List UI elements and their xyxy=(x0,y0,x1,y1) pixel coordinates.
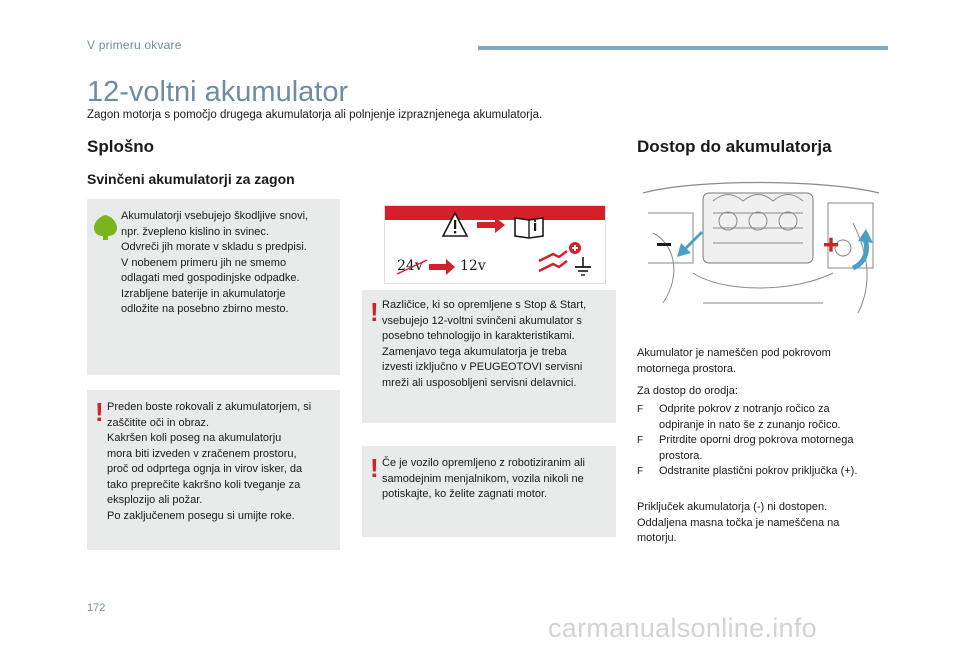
warning-exclamation-icon: ! xyxy=(95,397,104,427)
bullet-icon: F xyxy=(637,466,644,477)
stop-start-warning-text: Različice, ki so opremljene s Stop & Start, vsebujejo 12-voltni svinčeni akumulator s posebno tehnologijo in karakteristikami. Zamenjavo tega akumulatorja je treba izvesti izključno v PEUGEOTOVI servisni mreži ali usposobljeni servisni delavnici. xyxy=(382,299,587,389)
battery-location-text: Akumulator je nameščen pod pokrovom motornega prostora. xyxy=(637,347,831,375)
warning-exclamation-icon: ! xyxy=(370,453,379,483)
section-heading-general: Splošno xyxy=(87,137,155,156)
engine-compartment-illustration xyxy=(633,173,890,333)
gearbox-warning-box xyxy=(362,446,616,537)
recycle-leaf-icon xyxy=(92,214,119,241)
conversion-arrow-icon xyxy=(428,258,456,276)
access-step: F Odstranite plastični pokrov priključka (+). xyxy=(637,464,857,480)
access-step: F Pritrdite oporni drog pokrova motornega prostora. xyxy=(637,433,857,464)
safety-warning-box xyxy=(87,390,340,550)
stop-start-warning-box xyxy=(362,290,616,423)
watermark: carmanualsonline.info xyxy=(548,613,817,643)
battery-voltage-warning-illustration xyxy=(384,205,606,284)
chapter-bar xyxy=(478,46,888,50)
bullet-icon: F xyxy=(637,404,644,415)
page-subtitle: Zagon motorja s pomočjo drugega akumulatorja ali polnjenje izpraznjenega akumulatorja. xyxy=(87,109,543,121)
environment-note-text: Akumulatorji vsebujejo škodljive snovi, npr. žvepleno kislino in svinec. Odvreči jih morate v skladu s predpisi. V nobenem primeru jih ne smemo odlagati med gospodinjske odpadke. Izrabljene baterije in akumulatorje odložite na posebno zbirno mesto. xyxy=(121,210,309,315)
label-12v: 12v xyxy=(460,258,486,274)
ground-symbol-icon xyxy=(575,257,591,275)
page-number: 172 xyxy=(87,602,106,614)
subsection-heading-lead-batteries: Svinčeni akumulatorji za zagon xyxy=(87,171,295,187)
hazard-triangle-icon xyxy=(443,213,467,236)
negative-terminal-note: Priključek akumulatorja (-) ni dostopen. Oddaljena masna točka je nameščena na motorju. xyxy=(637,501,840,544)
red-arrow-icon xyxy=(477,217,505,233)
warning-exclamation-icon: ! xyxy=(370,297,379,327)
strike-through-mark xyxy=(395,258,429,276)
access-step: F Odprite pokrov z notranjo ročico za odpiranje in nato še z zunanjo ročico. xyxy=(637,402,857,433)
section-heading-battery-access: Dostop do akumulatorja xyxy=(637,137,832,156)
environment-note-box xyxy=(87,199,340,375)
negative-sign-icon xyxy=(657,243,671,246)
gearbox-warning-text: Če je vozilo opremljeno z robotiziranim ali samodejnim menjalnikom, vozila nikoli ne potiskajte, ko želite zagnati motor. xyxy=(382,457,585,500)
page-title: 12-voltni akumulator xyxy=(87,76,349,108)
access-intro-text: Za dostop do orodja: xyxy=(637,385,738,397)
manual-book-icon xyxy=(515,218,543,238)
access-steps-list xyxy=(637,402,857,480)
jumper-cable-icon xyxy=(539,242,581,271)
label-24v: 24v xyxy=(397,258,423,274)
chapter-title: V primeru okvare xyxy=(87,38,182,52)
safety-warning-text: Preden boste rokovali z akumulatorjem, si zaščitite oči in obraz. Kakršen koli poseg na akumulatorju mora biti izveden v zračenem prostoru, proč od odprtega ognja in virov isker, da tako preprečite kakršno koli tveganje za eksplozijo ali požar. Po zaključenem posegu si umijte roke. xyxy=(107,401,312,522)
bullet-icon: F xyxy=(637,435,644,446)
